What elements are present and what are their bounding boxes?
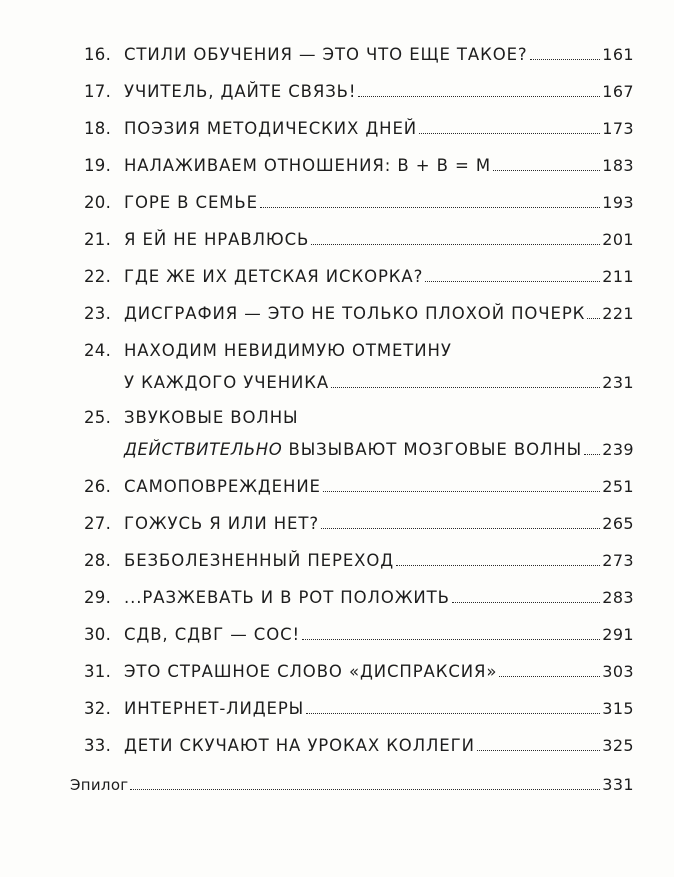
page-number: 167	[602, 82, 634, 101]
page-number: 273	[602, 551, 634, 570]
dot-leader	[306, 713, 600, 714]
toc-entry-18	[0, 110, 674, 144]
page-number: 161	[602, 45, 634, 64]
dot-leader	[130, 789, 600, 790]
chapter-number: 25.	[84, 408, 112, 427]
dot-leader	[396, 565, 600, 566]
dot-leader	[477, 750, 600, 751]
chapter-number: 22.	[84, 267, 112, 286]
chapter-title: ГОЖУСЬ Я ИЛИ НЕТ?	[124, 514, 319, 533]
chapter-title: СДВ, СДВГ — СОС!	[124, 625, 301, 644]
chapter-title-line-2	[124, 440, 582, 459]
page-number: 291	[602, 625, 634, 644]
toc-entry-27	[0, 505, 674, 539]
chapter-title: УЧИТЕЛЬ, ДАЙТЕ СВЯЗЬ!	[124, 82, 357, 101]
page-number: 231	[602, 373, 634, 392]
chapter-title: НАЛАЖИВАЕМ ОТНОШЕНИЯ: В + В = М	[124, 156, 491, 175]
chapter-number: 32.	[84, 699, 112, 718]
toc-entry-23	[0, 295, 674, 329]
chapter-title-line-2: У КАЖДОГО УЧЕНИКА	[124, 373, 330, 392]
toc-entry-21	[0, 221, 674, 255]
toc-entry-33	[0, 727, 674, 761]
toc-entry-20	[0, 184, 674, 218]
dot-leader	[323, 491, 600, 492]
dot-leader	[321, 528, 600, 529]
chapter-title: Я ЕЙ НЕ НРАВЛЮСЬ	[124, 230, 310, 249]
page-number: 211	[602, 267, 634, 286]
chapter-title-line-1: НАХОДИМ НЕВИДИМУЮ ОТМЕТИНУ	[124, 341, 452, 360]
dot-leader	[419, 133, 600, 134]
chapter-number: 17.	[84, 82, 112, 101]
page-number: 315	[602, 699, 634, 718]
emphasized-word: ДЕЙСТВИТЕЛЬНО	[124, 440, 283, 459]
title-text-rest: ВЫЗЫВАЮТ МОЗГОВЫЕ ВОЛНЫ	[282, 440, 583, 459]
chapter-number: 18.	[84, 119, 112, 138]
page-number: 183	[602, 156, 634, 175]
chapter-number: 29.	[84, 588, 112, 607]
dot-leader	[452, 602, 600, 603]
chapter-title: ИНТЕРНЕТ-ЛИДЕРЫ	[124, 699, 305, 718]
toc-entry-26	[0, 468, 674, 502]
chapter-number: 24.	[84, 341, 112, 360]
dot-leader	[260, 207, 600, 208]
toc-entry-25	[0, 408, 674, 465]
page-number: 303	[602, 662, 634, 681]
chapter-number: 19.	[84, 156, 112, 175]
chapter-title: САМОПОВРЕЖДЕНИЕ	[124, 477, 321, 496]
page-number: 325	[602, 736, 634, 755]
toc-entry-17	[0, 73, 674, 107]
toc-entry-30	[0, 616, 674, 650]
chapter-number: 31.	[84, 662, 112, 681]
chapter-number: 23.	[84, 304, 112, 323]
toc-entry-epilog	[0, 766, 674, 800]
chapter-number: 27.	[84, 514, 112, 533]
chapter-title: ...РАЗЖЕВАТЬ И В РОТ ПОЛОЖИТЬ	[124, 588, 450, 607]
dot-leader	[530, 59, 601, 60]
toc-entry-22	[0, 258, 674, 292]
chapter-title: БЕЗБОЛЕЗНЕННЫЙ ПЕРЕХОД	[124, 551, 395, 570]
chapter-title: ГОРЕ В СЕМЬЕ	[124, 193, 258, 212]
chapter-title: ДИСГРАФИЯ — ЭТО НЕ ТОЛЬКО ПЛОХОЙ ПОЧЕРК	[124, 304, 586, 323]
page-number: 331	[602, 775, 634, 794]
page-number: 173	[602, 119, 634, 138]
toc-entry-29	[0, 579, 674, 613]
page-number: 251	[602, 477, 634, 496]
page-number: 201	[602, 230, 634, 249]
toc-entry-19	[0, 147, 674, 181]
dot-leader	[584, 454, 600, 455]
epilog-title: Эпилог	[70, 776, 129, 794]
page-number: 193	[602, 193, 634, 212]
chapter-number: 20.	[84, 193, 112, 212]
toc-entry-31	[0, 653, 674, 687]
chapter-title: ЭТО СТРАШНОЕ СЛОВО «ДИСПРАКСИЯ»	[124, 662, 498, 681]
page-number: 239	[602, 440, 634, 459]
chapter-title: ПОЭЗИЯ МЕТОДИЧЕСКИХ ДНЕЙ	[124, 119, 418, 138]
dot-leader	[499, 676, 600, 677]
dot-leader	[358, 96, 600, 97]
page-number: 283	[602, 588, 634, 607]
chapter-number: 21.	[84, 230, 112, 249]
dot-leader	[587, 318, 600, 319]
chapter-title: ДЕТИ СКУЧАЮТ НА УРОКАХ КОЛЛЕГИ	[124, 736, 475, 755]
dot-leader	[425, 281, 600, 282]
toc-entry-28	[0, 542, 674, 576]
chapter-title-line-1: ЗВУКОВЫЕ ВОЛНЫ	[124, 408, 299, 427]
chapter-number: 30.	[84, 625, 112, 644]
page-number: 221	[602, 304, 634, 323]
dot-leader	[302, 639, 600, 640]
toc-entry-24	[0, 341, 674, 398]
page-number: 265	[602, 514, 634, 533]
chapter-number: 33.	[84, 736, 112, 755]
dot-leader	[493, 170, 600, 171]
chapter-title: СТИЛИ ОБУЧЕНИЯ — ЭТО ЧТО ЕЩЕ ТАКОЕ?	[124, 45, 528, 64]
chapter-number: 28.	[84, 551, 112, 570]
chapter-title: ГДЕ ЖЕ ИХ ДЕТСКАЯ ИСКОРКА?	[124, 267, 424, 286]
toc-entry-16	[0, 36, 674, 70]
dot-leader	[311, 244, 600, 245]
dot-leader	[331, 387, 600, 388]
toc-entry-32	[0, 690, 674, 724]
chapter-number: 16.	[84, 45, 112, 64]
chapter-number: 26.	[84, 477, 112, 496]
